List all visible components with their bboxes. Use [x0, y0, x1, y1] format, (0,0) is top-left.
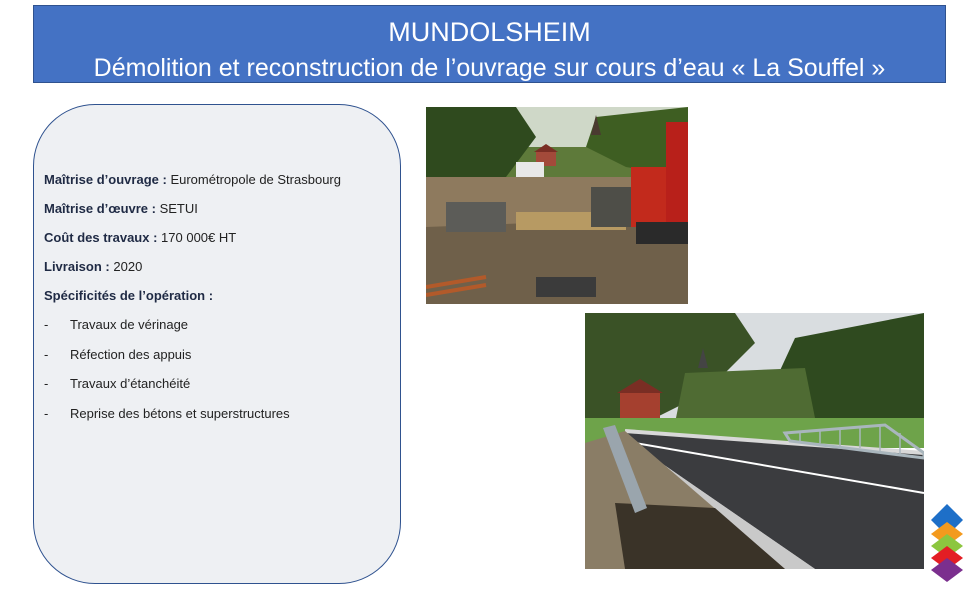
- spec-text: Reprise des bétons et superstructures: [70, 405, 290, 421]
- project-details: [44, 171, 341, 434]
- specs-heading-row: [44, 287, 341, 316]
- contractor-value: SETUI: [159, 201, 198, 216]
- spec-text: Réfection des appuis: [70, 346, 192, 362]
- spec-list-item: [44, 375, 341, 405]
- project-info-card: [33, 104, 401, 584]
- header-banner: [33, 5, 946, 83]
- spec-list-item: [44, 346, 341, 376]
- delivery-value: 2020: [113, 259, 143, 274]
- company-logo: [929, 504, 965, 594]
- spec-text: Travaux de vérinage: [70, 317, 189, 332]
- cost-value: 170 000€ HT: [161, 230, 237, 245]
- page-subtitle: Démolition et reconstruction de l’ouvrage sur cours d’eau « La Souffel »: [93, 54, 886, 82]
- contractor-label: Maîtrise d’œuvre :: [44, 201, 156, 216]
- owner-row: [44, 171, 341, 200]
- bullet-dash: -: [44, 317, 49, 332]
- delivery-label: Livraison :: [44, 259, 110, 274]
- spec-list-item: [44, 316, 341, 346]
- owner-value: Eurométropole de Strasbourg: [170, 172, 341, 187]
- spec-list-item: [44, 405, 341, 435]
- specs-label: Spécificités de l’opération :: [44, 288, 214, 303]
- page-title: MUNDOLSHEIM: [388, 17, 591, 47]
- bullet-dash: -: [44, 405, 49, 421]
- finished-bridge-photo: [585, 313, 924, 569]
- cost-label: Coût des travaux :: [44, 230, 158, 245]
- construction-site-photo: [426, 107, 688, 304]
- bullet-dash: -: [44, 376, 49, 391]
- spec-text: Travaux d’étanchéité: [70, 376, 191, 391]
- owner-label: Maîtrise d’ouvrage :: [44, 172, 167, 187]
- bullet-dash: -: [44, 346, 49, 362]
- delivery-row: [44, 258, 341, 287]
- cost-row: [44, 229, 341, 258]
- contractor-row: [44, 200, 341, 229]
